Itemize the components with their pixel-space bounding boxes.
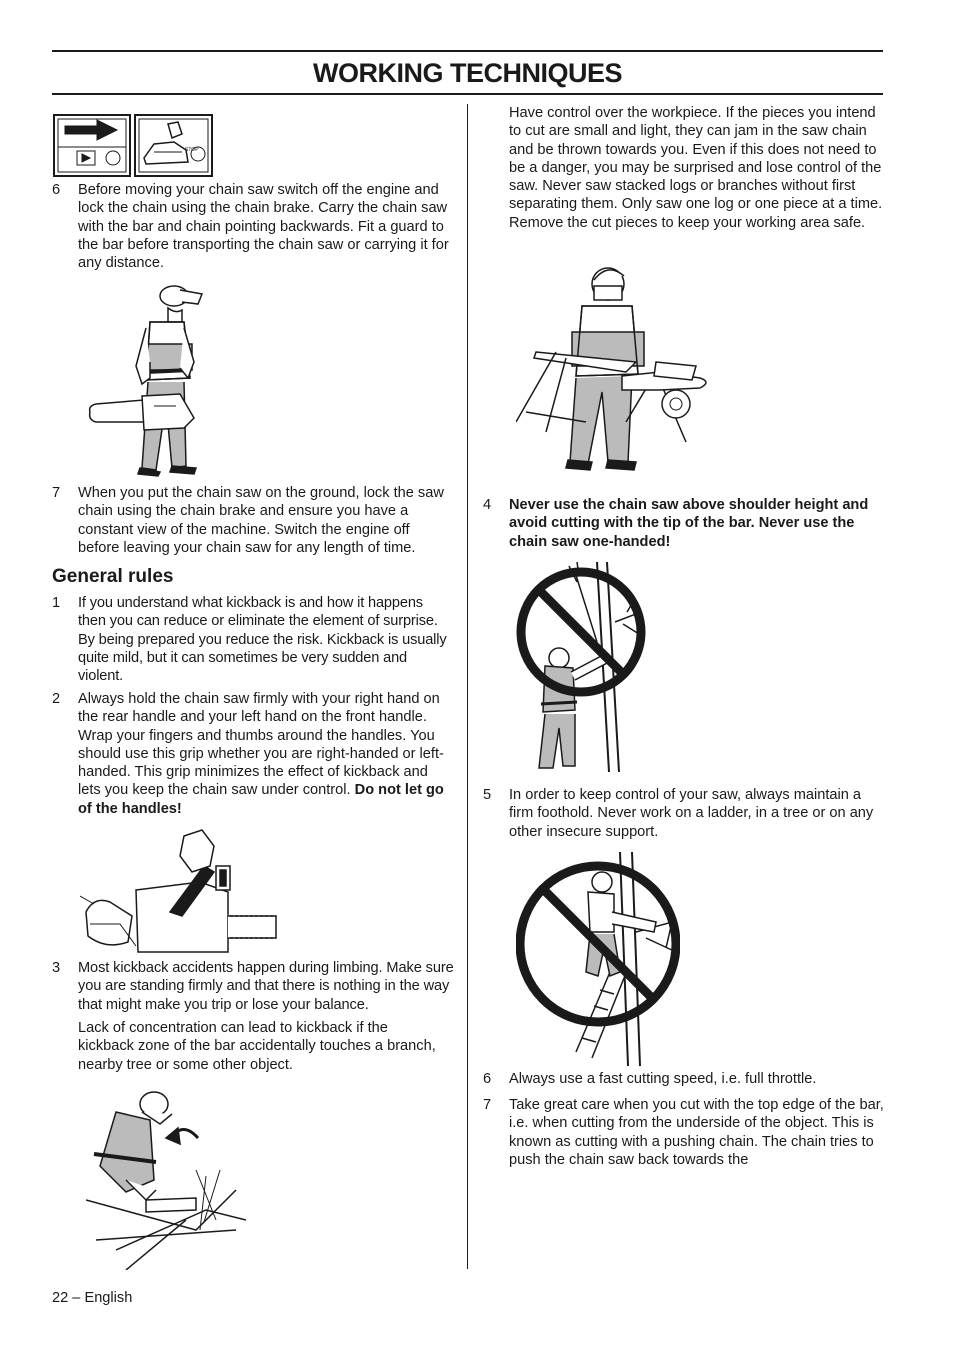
paragraph: Have control over the workpiece. If the pieces you intend to cut are small and light, they can jam in the saw chain and be thrown towards you. Even if this does not need to be a danger, you may be surprised and lose control of the saw. Never saw stacked logs or branches without first separating them. Only saw one log or one piece at a time. Remove the cut pieces to keep your working area safe. (509, 105, 883, 231)
item-number: 1 (52, 595, 60, 611)
limbing-kickback-illustration (86, 1080, 246, 1270)
section-heading: General rules (52, 566, 174, 587)
page-footer: 22 – English (52, 1290, 133, 1306)
item-text: If you understand what kickback is and how it happens then you can reduce or eliminate the element of surprise. By being prepared you reduce the risk. Kickback is usually quite mild, but it can sometimes be very sudden and violent. (78, 595, 447, 685)
item-number: 2 (52, 691, 61, 707)
item-number: 4 (483, 497, 492, 513)
item-number: 7 (483, 1097, 492, 1113)
item-number: 7 (52, 485, 61, 501)
chainsaw-stop-icon (134, 114, 213, 177)
prohibited-above-shoulder-illustration (515, 562, 655, 772)
item-text: In order to keep control of your saw, always maintain a firm foothold. Never work on a ladder, in a tree or on any other insecure support. (509, 787, 874, 840)
person-carrying-chainsaw-illustration (84, 282, 214, 482)
arrow-stop-icon (53, 114, 131, 177)
page-title: WORKING TECHNIQUES (312, 58, 622, 88)
paragraph: Lack of concentration can lead to kickback if the kickback zone of the bar accidentally touches a branch, nearby tree or some other object. (78, 1020, 436, 1073)
item-number: 3 (52, 960, 61, 976)
warning-bold: Do not let go of the handles! (78, 782, 444, 817)
prohibited-ladder-illustration (516, 852, 680, 1066)
item-text: Take great care when you cut with the top edge of the bar, i.e. when cutting from the underside of the object. This is known as cutting with a pushing chain. The chain tries to push the chain saw back towards the (509, 1097, 884, 1168)
header-top-rule (52, 50, 883, 52)
item-number: 5 (483, 787, 492, 803)
item-text: Always hold the chain saw firmly with your right hand on the rear handle and your left hand on the front handle. Wrap your fingers and thumbs around the handles. You should use this grip whether you are right-handed or left-handed. This grip minimizes the effect of kickback and lets you keep the chain saw under control. Do not let go of the handles! (78, 691, 444, 817)
item-number: 6 (483, 1071, 492, 1087)
sawhorse-cutting-illustration (516, 262, 716, 477)
stop-label: STOP (185, 147, 199, 153)
item-text: When you put the chain saw on the ground, lock the saw chain using the chain brake and ensure you have a constant view of the machine. Switch the engine off before leaving your chain saw for any length of time. (78, 485, 444, 556)
chainsaw-grip-illustration (80, 826, 280, 956)
column-divider (467, 104, 468, 1269)
item-text: Always use a fast cutting speed, i.e. full throttle. (509, 1071, 817, 1087)
item-text: Most kickback accidents happen during limbing. Make sure you are standing firmly and that there is nothing in the way that might make you trip or lose your balance. (78, 960, 454, 1013)
item-text: Before moving your chain saw switch off the engine and lock the chain using the chain brake. Carry the chain saw with the bar and chain pointing backwards. Fit a guard to the bar before transporting the chain saw or carrying it for any distance. (78, 182, 449, 272)
item-text: Never use the chain saw above shoulder height and avoid cutting with the tip of the bar. Never use the chain saw one-handed! (509, 497, 869, 550)
item-number: 6 (52, 182, 61, 198)
header-bottom-rule (52, 93, 883, 95)
